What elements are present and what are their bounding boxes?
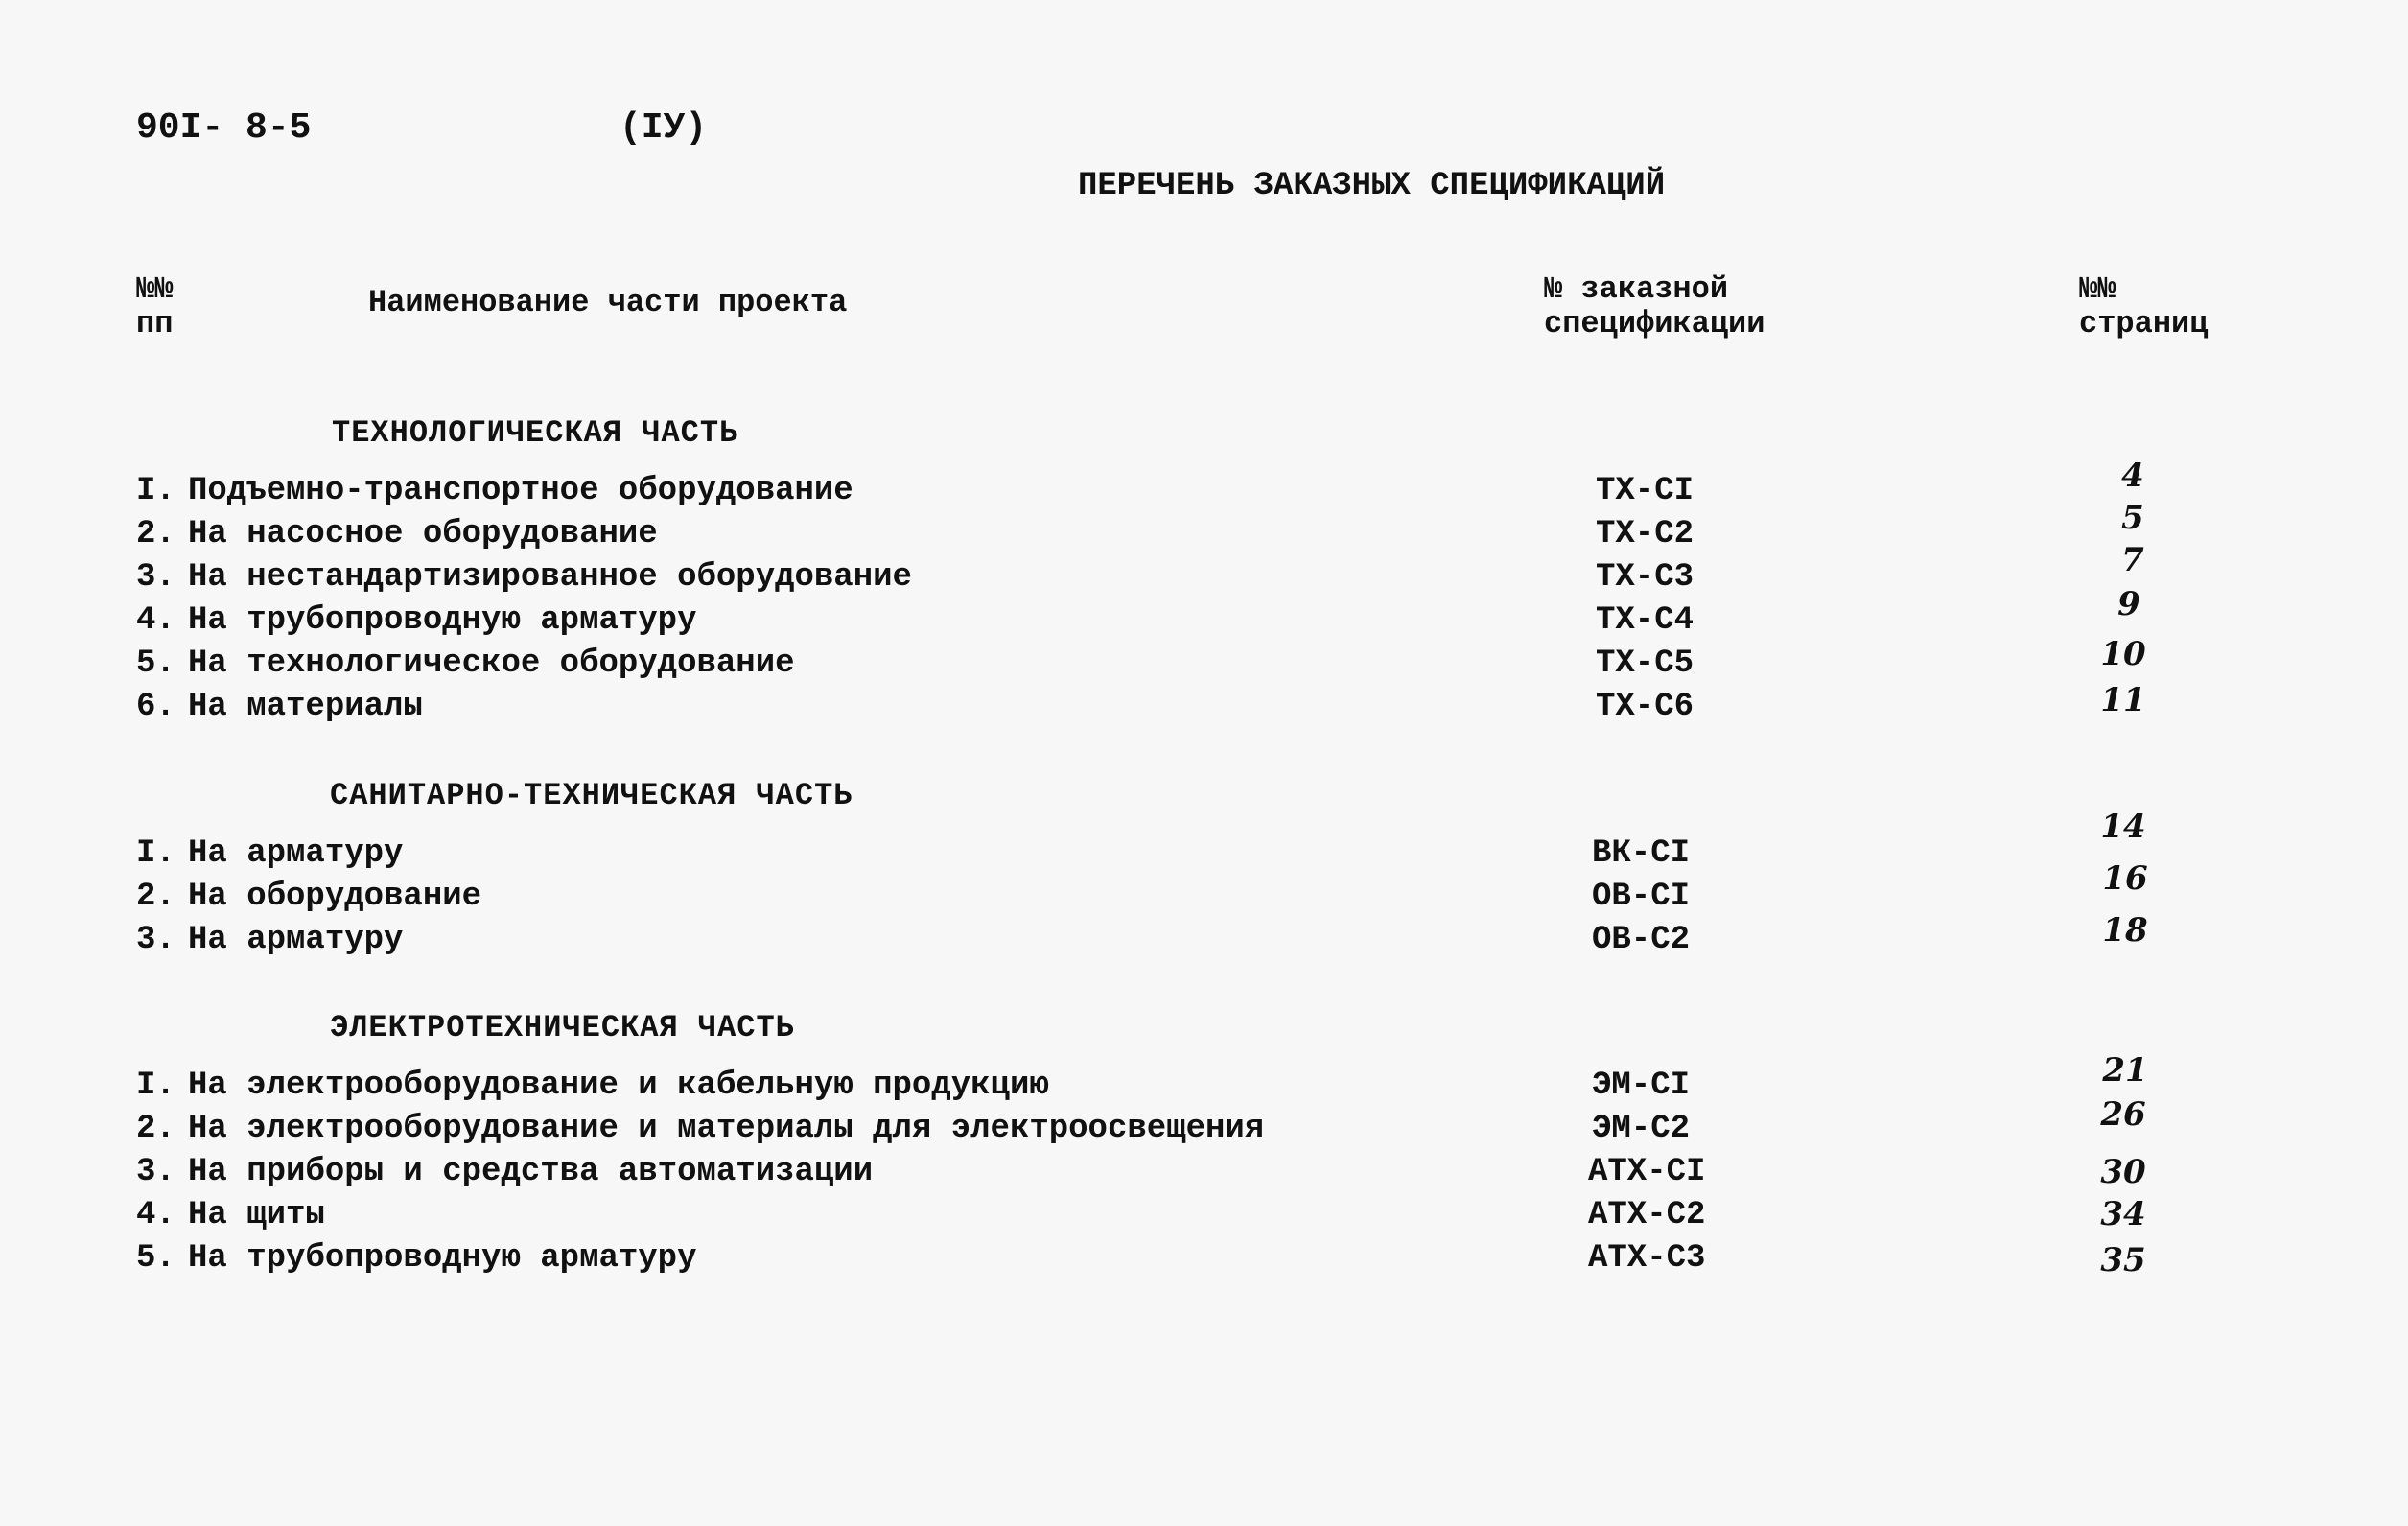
row-spec: ТХ-С3 [1596,559,1695,596]
row-number: 2. [136,1111,175,1147]
row-spec: ЭМ-СI [1592,1068,1691,1104]
row-spec: ВК-СI [1592,835,1691,872]
row-name: На щиты [188,1197,325,1233]
row-page: 11 [2100,681,2146,719]
column-header-spec [1544,272,1765,341]
column-header-number-line2: пп [136,306,174,341]
column-header-pages-line1: №№ [2079,271,2116,307]
row-name: На материалы [188,689,423,725]
row-spec: ТХ-С5 [1596,646,1695,682]
row-number: 5. [136,646,175,682]
row-number: 4. [136,1197,175,1233]
row-name: На электрооборудование и материалы для электроосвещения [188,1111,1265,1147]
section-title-technological: ТЕХНОЛОГИЧЕСКАЯ ЧАСТЬ [332,415,739,451]
row-number: 3. [136,1154,175,1190]
row-page: 10 [2100,635,2146,673]
document-title: ПЕРЕЧЕНЬ ЗАКАЗНЫХ СПЕЦИФИКАЦИЙ [1078,168,1666,204]
row-number: 6. [136,689,175,725]
row-number: I. [136,473,175,509]
row-spec: АТХ-С3 [1588,1240,1706,1277]
row-page: 21 [2102,1051,2148,1090]
row-spec: ОВ-СI [1592,879,1691,915]
column-header-pages-line2: страниц [2079,306,2209,341]
row-spec: ТХ-С2 [1596,516,1695,552]
column-header-number [136,272,173,341]
row-name: На приборы и средства автоматизации [188,1154,874,1190]
section-title-electrotechnical: ЭЛЕКТРОТЕХНИЧЕСКАЯ ЧАСТЬ [330,1010,795,1045]
volume-label: (IУ) [620,107,708,149]
row-name: На трубопроводную арматуру [188,602,697,639]
row-page: 7 [2121,541,2144,579]
row-page: 4 [2121,457,2144,495]
row-number: I. [136,1068,175,1104]
row-page: 30 [2100,1153,2146,1191]
row-name: На арматуру [188,835,404,872]
row-page: 26 [2100,1095,2146,1134]
row-number: I. [136,835,175,872]
row-page: 18 [2102,911,2148,950]
column-header-name: Наименование части проекта [368,285,848,320]
row-spec: ТХ-С4 [1596,602,1695,639]
column-header-number-line1: №№ [136,271,174,307]
row-number: 5. [136,1240,175,1277]
row-page: 14 [2100,808,2146,846]
row-name: На насосное оборудование [188,516,658,552]
row-spec: ТХ-С6 [1596,689,1695,725]
row-name: На электрооборудование и кабельную продукцию [188,1068,1049,1104]
row-name: Подъемно-транспортное оборудование [188,473,853,509]
row-number: 3. [136,922,175,958]
row-page: 34 [2100,1195,2146,1233]
row-name: На оборудование [188,879,482,915]
row-name: На арматуру [188,922,404,958]
row-spec: АТХ-СI [1588,1154,1706,1190]
column-header-spec-line2: спецификации [1544,306,1765,341]
column-header-spec-line1: № заказной [1544,271,1729,307]
document-code: 90I- 8-5 [136,107,312,149]
row-number: 3. [136,559,175,596]
row-number: 4. [136,602,175,639]
row-spec: АТХ-С2 [1588,1197,1706,1233]
section-title-sanitary: САНИТАРНО-ТЕХНИЧЕСКАЯ ЧАСТЬ [330,778,853,813]
row-page: 5 [2121,499,2144,537]
row-name: На нестандартизированное оборудование [188,559,912,596]
row-number: 2. [136,879,175,915]
row-name: На технологическое оборудование [188,646,795,682]
row-spec: ТХ-СI [1596,473,1695,509]
row-page: 16 [2102,859,2148,898]
row-spec: ОВ-С2 [1592,922,1691,958]
row-name: На трубопроводную арматуру [188,1240,697,1277]
row-page: 9 [2117,585,2140,623]
row-page: 35 [2100,1241,2146,1279]
row-spec: ЭМ-С2 [1592,1111,1691,1147]
row-number: 2. [136,516,175,552]
column-header-pages [2079,272,2208,341]
